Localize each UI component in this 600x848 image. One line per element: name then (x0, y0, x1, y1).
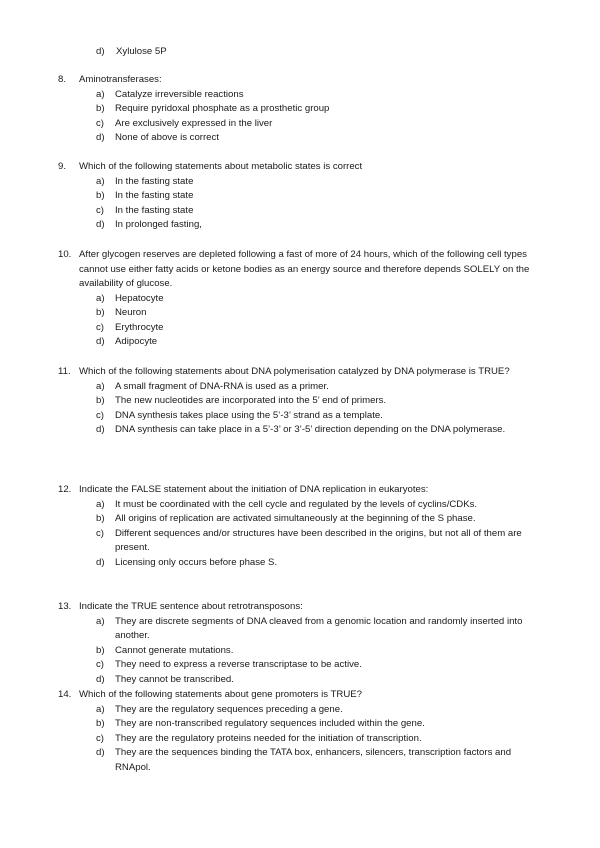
question-10 (58, 248, 548, 350)
option-letter: b) (96, 718, 105, 729)
question-number: 10. (58, 249, 72, 260)
question-text: Indicate the TRUE sentence about retrotransposons: (79, 601, 303, 612)
option-text: Erythrocyte (115, 321, 164, 333)
option-letter: d) (96, 219, 105, 230)
answer-option (58, 703, 548, 718)
answer-option (58, 321, 548, 336)
option-letter: c) (96, 732, 104, 744)
question-number: 11. (58, 366, 71, 377)
option-text: Cannot generate mutations. (115, 644, 234, 656)
option-text: They are the regulatory sequences preceding a gene. (115, 703, 343, 715)
answer-option (58, 498, 548, 513)
option-letter: c) (96, 204, 104, 216)
option-text: They are discrete segments of DNA cleaved from a genomic location and randomly inserted into another. (115, 615, 523, 641)
question-13 (58, 600, 548, 687)
question-text: Which of the following statements about DNA polymerisation catalyzed by DNA polymerase is TRUE? (79, 366, 510, 377)
option-letter: c) (96, 527, 104, 539)
answer-option (58, 615, 548, 644)
option-letter: c) (96, 409, 104, 421)
answer-option (58, 717, 548, 732)
orphan-option (96, 45, 167, 60)
answer-option (58, 556, 548, 571)
answer-option (58, 394, 548, 409)
answer-option (58, 527, 548, 556)
answer-option (58, 175, 548, 190)
option-text: Xylulose 5P (116, 46, 167, 57)
option-list (58, 292, 548, 350)
option-text: Require pyridoxal phosphate as a prosthetic group (115, 103, 330, 114)
answer-option (58, 306, 548, 321)
question-number: 13. (58, 601, 72, 612)
question-text: Which of the following statements about metabolic states is correct (79, 161, 363, 172)
question-number: 14. (58, 689, 72, 700)
question-number: 12. (58, 484, 72, 495)
question-12 (58, 483, 548, 570)
option-letter: d) (96, 336, 105, 347)
question-stem (58, 688, 548, 703)
question-text: Indicate the FALSE statement about the initiation of DNA replication in eukaryotes: (79, 484, 429, 495)
option-letter: c) (96, 659, 104, 670)
answer-option (58, 102, 548, 117)
option-letter: d) (96, 132, 105, 143)
option-letter: a) (96, 292, 105, 304)
option-letter: a) (96, 703, 105, 715)
option-text: They are the regulatory proteins needed for the initiation of transcription. (115, 732, 422, 744)
option-text: Catalyze irreversible reactions (115, 88, 244, 100)
answer-option (58, 423, 548, 438)
answer-option (58, 380, 548, 395)
option-text: Different sequences and/or structures have been described in the origins, but not all of them are present. (115, 527, 522, 553)
answer-option (58, 644, 548, 659)
option-text: They are the sequences binding the TATA box, enhancers, silencers, transcription factors and RNApol. (115, 747, 512, 773)
option-text: In the fasting state (115, 175, 194, 187)
option-letter: b) (96, 513, 105, 524)
option-letter: a) (96, 498, 105, 510)
option-letter: a) (96, 615, 105, 627)
question-stem (58, 600, 548, 615)
question-9 (58, 160, 548, 233)
question-stem (58, 248, 548, 292)
option-text: In the fasting state (115, 190, 194, 201)
question-stem (58, 365, 548, 380)
option-text: They are non-transcribed regulatory sequences included within the gene. (115, 718, 425, 729)
option-letter: b) (96, 190, 105, 201)
option-text: None of above is correct (115, 132, 219, 143)
option-letter: a) (96, 88, 105, 100)
answer-option (58, 88, 548, 103)
option-text: All origins of replication are activated simultaneously at the beginning of the S phase. (115, 513, 476, 524)
answer-option (58, 189, 548, 204)
question-text: After glycogen reserves are depleted following a fast of more of 24 hours, which of the following cell types cannot use either fatty acids or ketone bodies as an energy source and therefore depends SOLELY on the availability of glucose. (79, 249, 530, 289)
answer-option (58, 658, 548, 673)
option-text: DNA synthesis takes place using the 5’-3’ strand as a template. (115, 409, 383, 421)
option-text: It must be coordinated with the cell cycle and regulated by the levels of cyclins/CDKs. (115, 498, 478, 510)
option-letter: b) (96, 103, 105, 114)
option-letter: d) (96, 46, 105, 57)
option-letter: a) (96, 175, 105, 187)
option-letter: d) (96, 673, 105, 685)
answer-option (58, 131, 548, 146)
question-text: Aminotransferases: (79, 74, 162, 85)
answer-option (58, 512, 548, 527)
option-text: They need to express a reverse transcriptase to be active. (115, 659, 362, 670)
option-letter: c) (96, 321, 104, 333)
option-text: A small fragment of DNA-RNA is used as a primer. (115, 380, 329, 392)
option-text: DNA synthesis can take place in a 5’-3’ or 3’-5’ direction depending on the DNA polymerase. (115, 424, 506, 435)
option-letter: b) (96, 307, 105, 318)
option-text: The new nucleotides are incorporated into the 5’ end of primers. (115, 395, 387, 406)
option-list (58, 703, 548, 776)
answer-option (58, 409, 548, 424)
answer-option (58, 117, 548, 132)
question-14 (58, 688, 548, 775)
answer-option (58, 335, 548, 350)
option-letter: d) (96, 556, 105, 568)
option-list (58, 498, 548, 571)
option-text: Hepatocyte (115, 292, 164, 304)
option-letter: a) (96, 380, 105, 392)
question-number: 9. (58, 161, 67, 172)
question-11 (58, 365, 548, 438)
option-text: In the fasting state (115, 204, 194, 216)
answer-option (58, 673, 548, 688)
question-text: Which of the following statements about gene promoters is TRUE? (79, 689, 362, 700)
question-stem (58, 483, 548, 498)
option-list (58, 615, 548, 688)
option-list (58, 175, 548, 233)
option-letter: d) (96, 747, 105, 758)
answer-option (58, 204, 548, 219)
answer-option (58, 218, 548, 233)
question-stem (58, 73, 548, 88)
option-letter: b) (96, 644, 105, 656)
option-letter: b) (96, 395, 105, 406)
answer-option (58, 292, 548, 307)
option-letter: d) (96, 424, 105, 435)
option-text: They cannot be transcribed. (115, 673, 234, 685)
option-letter: c) (96, 117, 104, 129)
answer-option (58, 746, 548, 775)
option-list (58, 380, 548, 438)
option-text: In prolonged fasting, (115, 219, 202, 230)
option-list (58, 88, 548, 146)
question-number: 8. (58, 74, 67, 85)
answer-option (58, 732, 548, 747)
option-text: Are exclusively expressed in the liver (115, 117, 273, 129)
option-text: Neuron (115, 307, 147, 318)
option-text: Adipocyte (115, 336, 158, 347)
question-stem (58, 160, 548, 175)
question-8 (58, 73, 548, 146)
option-text: Licensing only occurs before phase S. (115, 556, 278, 568)
